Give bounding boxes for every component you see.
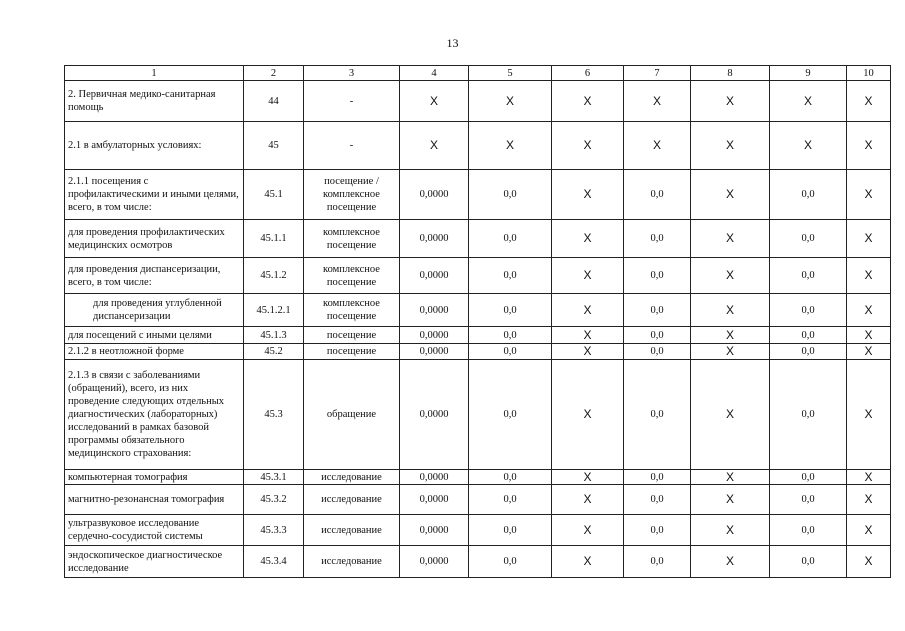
table-row: [65, 485, 891, 515]
value-cell: X: [552, 470, 624, 485]
row-name-cell: для посещений с иными целями: [65, 327, 244, 344]
value-cell: 0,0: [624, 470, 691, 485]
header-cell: 5: [469, 66, 552, 81]
value-cell: 0,0: [624, 360, 691, 470]
value-cell: X: [552, 294, 624, 327]
value-cell: X: [552, 122, 624, 170]
value-cell: 0,0000: [400, 220, 469, 258]
row-name-cell: компьютерная томография: [65, 470, 244, 485]
header-cell: 6: [552, 66, 624, 81]
value-cell: 0,0000: [400, 515, 469, 546]
value-cell: 0,0: [770, 327, 847, 344]
value-cell: X: [691, 294, 770, 327]
row-name-cell: для проведения углубленной диспансеризации: [65, 294, 244, 327]
value-cell: 0,0: [469, 294, 552, 327]
value-cell: 0,0: [770, 220, 847, 258]
value-cell: 0,0: [469, 327, 552, 344]
value-cell: 0,0000: [400, 258, 469, 294]
value-cell: 0,0: [469, 170, 552, 220]
row-name-cell: для проведения диспансеризации, всего, в том числе:: [65, 258, 244, 294]
value-cell: X: [847, 485, 891, 515]
value-cell: X: [400, 81, 469, 122]
row-name-cell: 2.1.1 посещения с профилактическими и иными целями, всего, в том числе:: [65, 170, 244, 220]
value-cell: X: [552, 546, 624, 578]
row-unit-cell: -: [304, 81, 400, 122]
value-cell: X: [847, 81, 891, 122]
row-unit-cell: обращение: [304, 360, 400, 470]
table-row: [65, 327, 891, 344]
value-cell: X: [624, 81, 691, 122]
value-cell: 0,0: [770, 470, 847, 485]
value-cell: X: [847, 122, 891, 170]
value-cell: X: [691, 258, 770, 294]
table-row: [65, 122, 891, 170]
value-cell: 0,0: [770, 344, 847, 360]
table-row: [65, 515, 891, 546]
value-cell: X: [469, 81, 552, 122]
value-cell: 0,0: [770, 258, 847, 294]
row-name-cell: 2.1.3 в связи с заболеваниями (обращений), всего, из них проведение следующих отдельных диагностических (лабораторных) исследований в рамках базовой программы обязательного медицинского страхования:: [65, 360, 244, 470]
row-code-cell: 45.1.3: [244, 327, 304, 344]
value-cell: X: [691, 470, 770, 485]
row-unit-cell: посещение: [304, 327, 400, 344]
row-code-cell: 45.2: [244, 344, 304, 360]
value-cell: 0,0000: [400, 327, 469, 344]
value-cell: 0,0: [469, 344, 552, 360]
value-cell: 0,0000: [400, 170, 469, 220]
value-cell: X: [691, 360, 770, 470]
value-cell: X: [847, 258, 891, 294]
row-code-cell: 45: [244, 122, 304, 170]
row-code-cell: 45.1: [244, 170, 304, 220]
value-cell: 0,0: [469, 360, 552, 470]
value-cell: X: [847, 515, 891, 546]
value-cell: X: [847, 170, 891, 220]
table-row: [65, 470, 891, 485]
table-body: [65, 81, 891, 578]
value-cell: X: [552, 258, 624, 294]
row-unit-cell: исследование: [304, 546, 400, 578]
value-cell: X: [847, 344, 891, 360]
value-cell: X: [552, 220, 624, 258]
value-cell: 0,0: [770, 294, 847, 327]
value-cell: 0,0: [469, 470, 552, 485]
header-cell: 2: [244, 66, 304, 81]
value-cell: 0,0: [469, 515, 552, 546]
row-unit-cell: комплексное посещение: [304, 294, 400, 327]
page-number: 13: [446, 36, 459, 50]
value-cell: X: [847, 360, 891, 470]
value-cell: X: [770, 81, 847, 122]
value-cell: X: [847, 546, 891, 578]
row-name-cell: эндоскопическое диагностическое исследование: [65, 546, 244, 578]
value-cell: X: [847, 220, 891, 258]
value-cell: X: [847, 294, 891, 327]
header-cell: 3: [304, 66, 400, 81]
value-cell: 0,0: [624, 344, 691, 360]
row-unit-cell: исследование: [304, 470, 400, 485]
value-cell: X: [552, 515, 624, 546]
value-cell: X: [552, 170, 624, 220]
row-code-cell: 45.3.3: [244, 515, 304, 546]
table-row: [65, 81, 891, 122]
value-cell: 0,0: [624, 546, 691, 578]
row-name-cell: ультразвуковое исследование сердечно-сосудистой системы: [65, 515, 244, 546]
value-cell: X: [624, 122, 691, 170]
header-cell: 1: [65, 66, 244, 81]
data-table: [64, 65, 891, 578]
header-cell: 8: [691, 66, 770, 81]
row-unit-cell: -: [304, 122, 400, 170]
value-cell: X: [691, 220, 770, 258]
table-row: [65, 344, 891, 360]
value-cell: 0,0: [469, 258, 552, 294]
row-unit-cell: комплексное посещение: [304, 258, 400, 294]
value-cell: X: [552, 327, 624, 344]
table-row: [65, 360, 891, 470]
row-code-cell: 45.1.2.1: [244, 294, 304, 327]
row-name-cell: для проведения профилактических медицинских осмотров: [65, 220, 244, 258]
value-cell: 0,0: [770, 546, 847, 578]
row-unit-cell: посещение / комплексное посещение: [304, 170, 400, 220]
row-name-cell: магнитно-резонансная томография: [65, 485, 244, 515]
header-row: [65, 66, 891, 81]
value-cell: X: [691, 122, 770, 170]
value-cell: 0,0: [770, 360, 847, 470]
row-code-cell: 45.1.1: [244, 220, 304, 258]
value-cell: X: [847, 327, 891, 344]
table-row: [65, 220, 891, 258]
row-name-cell: 2.1 в амбулаторных условиях:: [65, 122, 244, 170]
row-unit-cell: исследование: [304, 485, 400, 515]
value-cell: 0,0: [624, 294, 691, 327]
row-code-cell: 45.3: [244, 360, 304, 470]
value-cell: X: [691, 515, 770, 546]
value-cell: X: [691, 327, 770, 344]
header-cell: 9: [770, 66, 847, 81]
value-cell: 0,0: [770, 170, 847, 220]
row-code-cell: 45.3.2: [244, 485, 304, 515]
value-cell: 0,0: [624, 515, 691, 546]
value-cell: X: [552, 344, 624, 360]
value-cell: 0,0: [469, 546, 552, 578]
value-cell: 0,0000: [400, 294, 469, 327]
row-name-cell: 2. Первичная медико-санитарная помощь: [65, 81, 244, 122]
value-cell: 0,0000: [400, 360, 469, 470]
header-cell: 10: [847, 66, 891, 81]
value-cell: X: [691, 485, 770, 515]
value-cell: 0,0: [624, 220, 691, 258]
value-cell: X: [400, 122, 469, 170]
table-row: [65, 170, 891, 220]
value-cell: X: [552, 485, 624, 515]
value-cell: 0,0: [624, 327, 691, 344]
table-row: [65, 546, 891, 578]
row-code-cell: 45.3.4: [244, 546, 304, 578]
value-cell: X: [691, 546, 770, 578]
value-cell: 0,0000: [400, 546, 469, 578]
value-cell: 0,0: [624, 485, 691, 515]
value-cell: 0,0000: [400, 344, 469, 360]
header-cell: 4: [400, 66, 469, 81]
value-cell: X: [770, 122, 847, 170]
value-cell: X: [691, 344, 770, 360]
value-cell: 0,0: [770, 515, 847, 546]
value-cell: 0,0: [469, 220, 552, 258]
row-unit-cell: исследование: [304, 515, 400, 546]
value-cell: X: [847, 470, 891, 485]
header-cell: 7: [624, 66, 691, 81]
table-row: [65, 258, 891, 294]
value-cell: 0,0: [469, 485, 552, 515]
value-cell: 0,0: [624, 170, 691, 220]
value-cell: 0,0: [770, 485, 847, 515]
row-name-cell: 2.1.2 в неотложной форме: [65, 344, 244, 360]
value-cell: 0,0000: [400, 470, 469, 485]
row-code-cell: 45.1.2: [244, 258, 304, 294]
value-cell: 0,0000: [400, 485, 469, 515]
row-unit-cell: посещение: [304, 344, 400, 360]
value-cell: X: [552, 360, 624, 470]
value-cell: X: [552, 81, 624, 122]
row-code-cell: 45.3.1: [244, 470, 304, 485]
value-cell: 0,0: [624, 258, 691, 294]
value-cell: X: [691, 81, 770, 122]
table-row: [65, 294, 891, 327]
row-unit-cell: комплексное посещение: [304, 220, 400, 258]
row-code-cell: 44: [244, 81, 304, 122]
value-cell: X: [691, 170, 770, 220]
value-cell: X: [469, 122, 552, 170]
